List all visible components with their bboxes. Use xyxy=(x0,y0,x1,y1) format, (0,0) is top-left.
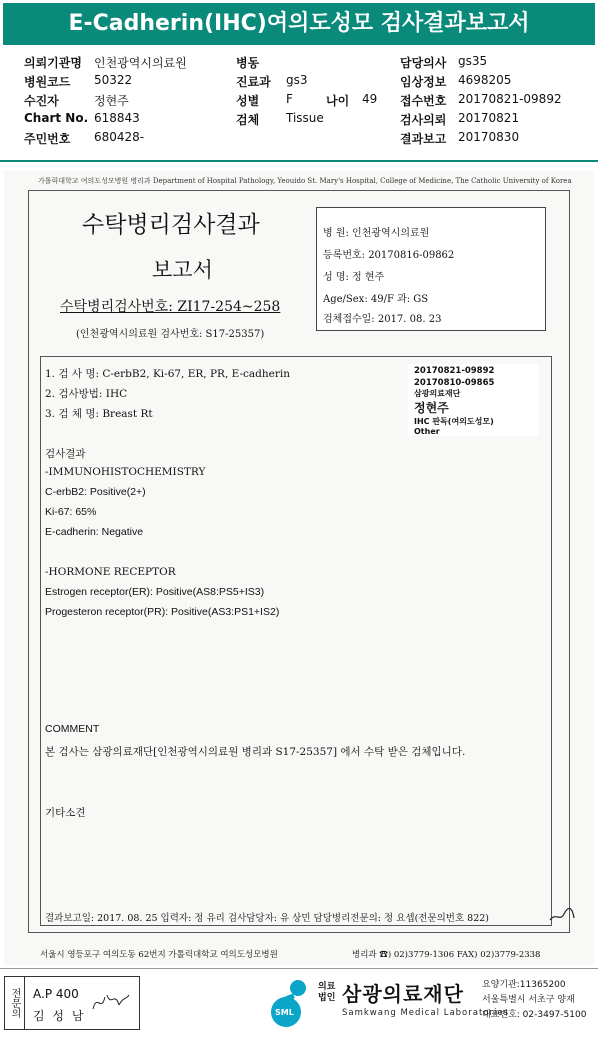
org-address: 서울특별시 서초구 양재 xyxy=(482,995,575,1005)
specialist-box xyxy=(4,976,140,1030)
test-method: 2. 검사방법: IHC xyxy=(45,388,128,400)
info-row xyxy=(24,111,584,129)
scan-title: 수탁병리검사결과 xyxy=(82,212,260,238)
pbox-agesex: Age/Sex: 49/F 과: GS xyxy=(323,294,429,305)
pbox-reg-no: 등록번호: 20170816-09862 xyxy=(323,250,455,261)
clinical-value: 4698205 xyxy=(458,73,512,87)
specimen-label: 검체 xyxy=(236,113,260,127)
sml-logo-icon xyxy=(270,978,314,1030)
consign-number: 수탁병리검사번호: ZI17-254~258 xyxy=(60,299,281,315)
stamp-other: Other xyxy=(414,427,440,436)
stamp-org: 삼광의료재단 xyxy=(414,389,461,398)
origin-number: (인천광역시의료원 검사번호: S17-25357) xyxy=(76,329,265,340)
req-date-label: 검사의뢰 xyxy=(400,113,447,127)
comment-text: 본 검사는 삼광의료재단[인천광역시의료원 병리과 S17-25357] 에서 수탁 받은 검체입니다. xyxy=(45,746,466,758)
org-english: Samkwang Medical Laboratories xyxy=(342,1008,510,1018)
result-pr: Progesteron receptor(PR): Positive(AS3:PS1+IS2) xyxy=(45,606,280,618)
ssn-value: 680428- xyxy=(94,130,145,144)
hospital-label: 의뢰기관명 xyxy=(24,56,82,70)
result-er: Estrogen receptor(ER): Positive(AS8:PS5+IS3) xyxy=(45,586,265,598)
org-contact xyxy=(482,978,586,1023)
stamp-number-1: 20170821-09892 xyxy=(414,366,495,376)
org-phone: 대표번호: 02-3497-5100 xyxy=(482,1010,587,1020)
dept-label: 진료과 xyxy=(236,75,271,89)
result-frame xyxy=(40,356,552,926)
specialist-signature xyxy=(89,987,133,1017)
clinical-label: 임상정보 xyxy=(400,75,447,89)
org-code: 요양기관:11365200 xyxy=(482,980,566,990)
sex-value: F xyxy=(286,92,293,106)
test-name: 1. 검 사 명: C-erbB2, Ki-67, ER, PR, E-cadherin xyxy=(45,368,291,380)
report-date-label: 결과보고 xyxy=(400,132,447,146)
result-heading: 검사결과 xyxy=(45,448,86,460)
specialist-license: A.P 400 xyxy=(33,987,79,1001)
pbox-name: 성 명: 정 현주 xyxy=(323,272,385,283)
footer-address: 서울시 영등포구 여의도동 62번지 가톨릭대학교 여의도성모병원 xyxy=(40,950,278,960)
hospital-value: 인천광역시의료원 xyxy=(94,56,187,70)
info-row xyxy=(24,130,584,148)
pathologist-signature xyxy=(548,902,576,924)
signoff-line: 결과보고일: 2017. 08. 25 입력자: 정 유리 검사담당자: 유 상민 담당병리전문의: 정 요셉(전문의번호 822) xyxy=(45,913,490,924)
other-findings-heading: 기타소견 xyxy=(45,807,86,819)
report-date-value: 20170830 xyxy=(458,130,520,144)
org-name: 삼광의료재단 xyxy=(342,982,464,1006)
hcode-value: 50322 xyxy=(94,73,133,87)
comment-heading: COMMENT xyxy=(45,723,100,735)
req-date-value: 20170821 xyxy=(458,111,520,125)
footer-divider xyxy=(0,968,598,969)
institution-line: 가톨릭대학교 여의도성모병원 병리과 Department of Hospital Pathology, Yeouido St. Mary's Hospital, College of Medicine, The Catholic University of Korea xyxy=(38,177,572,185)
corp-label: 의료법인 xyxy=(318,982,336,1003)
stamp-type: IHC 판독(여의도성모) xyxy=(414,417,494,426)
hormone-heading: -HORMONE RECEPTOR xyxy=(45,566,176,578)
doctor-label: 담당의사 xyxy=(400,56,447,70)
footer-phone: 병리과 ☎) 02)3779-1306 FAX) 02)3779-2338 xyxy=(352,950,541,960)
patient-label: 수진자 xyxy=(24,94,59,108)
age-value: 49 xyxy=(362,92,378,106)
receipt-label: 접수번호 xyxy=(400,94,447,108)
specimen-value: Tissue xyxy=(286,111,324,125)
test-specimen: 3. 검 체 명: Breast Rt xyxy=(45,408,153,420)
logo-mark-text: SML xyxy=(275,1008,294,1017)
result-cerbb2: C-erbB2: Positive(2+) xyxy=(45,486,146,498)
specialist-name: 김 성 남 xyxy=(33,1009,86,1023)
doctor-value: gs35 xyxy=(458,54,488,68)
info-row xyxy=(24,54,584,72)
stamp-number-2: 20170810-09865 xyxy=(414,378,495,388)
info-row xyxy=(24,73,584,91)
pbox-hospital: 병 원: 인천광역시의료원 xyxy=(323,228,430,239)
ssn-label: 주민번호 xyxy=(24,132,71,146)
dept-value: gs3 xyxy=(286,73,308,87)
scan-title-2: 보고서 xyxy=(152,258,213,282)
pbox-received: 검체접수일: 2017. 08. 23 xyxy=(323,314,442,325)
result-ecadherin: E-cadherin: Negative xyxy=(45,526,144,538)
result-ki67: Ki-67: 65% xyxy=(45,506,97,518)
divider xyxy=(0,160,598,162)
sex-label: 성별 xyxy=(236,94,260,108)
stamp-patient: 정현주 xyxy=(414,401,449,415)
specialist-label: 전문의 xyxy=(5,977,25,1029)
chart-label: Chart No. xyxy=(24,111,89,125)
ihc-heading: -IMMUNOHISTOCHEMISTRY xyxy=(45,466,206,478)
chart-value: 618843 xyxy=(94,111,140,125)
report-title: E-Cadherin(IHC)여의도성모 검사결과보고서 xyxy=(3,3,595,45)
patient-value: 정현주 xyxy=(94,94,129,108)
hcode-label: 병원코드 xyxy=(24,75,71,89)
info-row xyxy=(24,92,584,110)
age-label: 나이 xyxy=(326,94,350,108)
ward-label: 병동 xyxy=(236,56,260,70)
receipt-value: 20170821-09892 xyxy=(458,92,562,106)
lab-stamp xyxy=(408,364,538,436)
patient-box xyxy=(316,207,546,331)
